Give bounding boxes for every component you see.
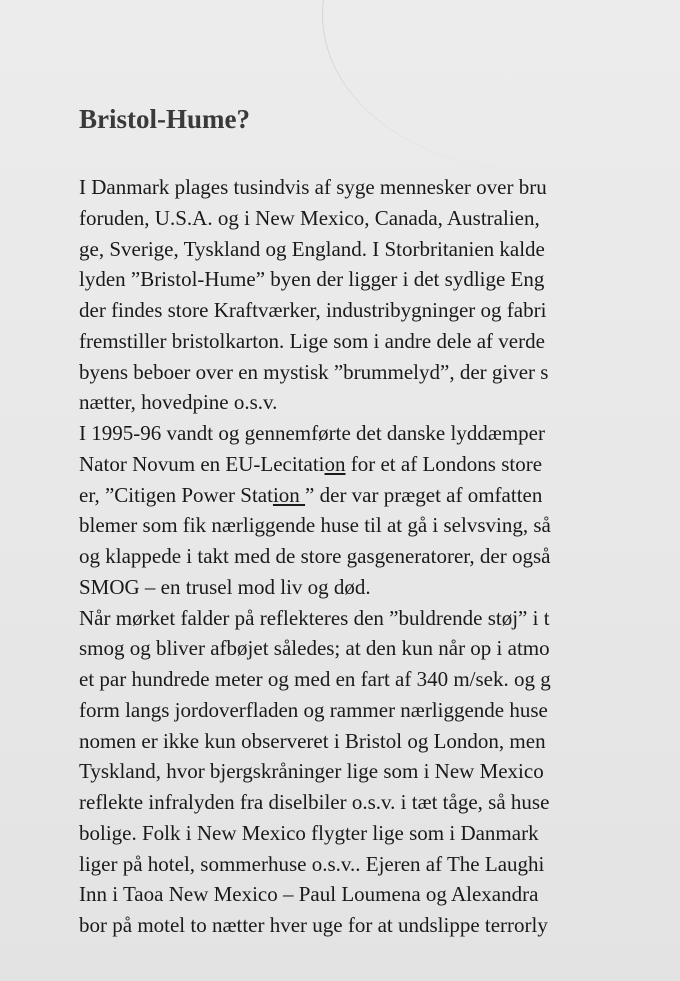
text-line: et par hundrede meter og med en fart af 340 m/sek. og g: [79, 667, 551, 691]
scan-artifact-arc: [322, 0, 680, 170]
text-line: I Danmark plages tusindvis af syge mennesker over bru: [79, 175, 547, 199]
text-line: nætter, hovedpine o.s.v.: [79, 390, 278, 415]
text-line: Når mørket falder på reflekteres den ”buldrende støj” i t: [79, 605, 550, 630]
text-line: [79, 449, 551, 480]
text-line: Inn i Taoa New Mexico – Paul Loumena og Alexandra: [79, 882, 539, 907]
document-body: [79, 172, 551, 941]
text-line: bor på motel to nætter hver uge for at undslippe terrorly: [79, 913, 548, 937]
text-segment: er, ”Citigen Power Stat: [79, 482, 273, 507]
underlined-text: on: [324, 451, 346, 476]
text-line: lyden ”Bristol-Hume” byen der ligger i det sydlige Eng: [79, 267, 545, 292]
text-line: form langs jordoverfladen og rammer nærliggende huse: [79, 697, 548, 722]
text-line: smog og bliver afbøjet således; at den kun når op i atmo: [79, 636, 550, 661]
text-line: SMOG – en trusel mod liv og død.: [79, 574, 371, 599]
text-line: byens beboer over en mystisk ”brummelyd”, der giver s: [79, 359, 549, 384]
text-line: foruden, U.S.A. og i New Mexico, Canada, Australien,: [79, 205, 540, 230]
text-line: fremstiller bristolkarton. Lige som i andre dele af verde: [79, 328, 545, 353]
text-line: og klappede i takt med de store gasgeneratorer, der også: [79, 544, 551, 568]
text-segment: ” der var præget af omfatten: [305, 482, 543, 507]
text-line: ge, Sverige, Tyskland og England. I Storbritanien kalde: [79, 236, 545, 261]
text-line: [79, 480, 551, 511]
text-line: nomen er ikke kun observeret i Bristol og London, men: [79, 728, 546, 753]
text-line: Tyskland, hvor bjergskråninger lige som i New Mexico: [79, 759, 544, 784]
text-line: bolige. Folk i New Mexico flygter lige som i Danmark: [79, 820, 539, 845]
text-segment: for et af Londons store: [345, 451, 543, 476]
text-line: I 1995-96 vandt og gennemførte det danske lyddæmper: [79, 421, 545, 445]
document-title: Bristol-Hume?: [79, 104, 250, 134]
text-line: liger på hotel, sommerhuse o.s.v.. Ejeren af The Laughi: [79, 851, 545, 876]
underlined-text: ion: [272, 482, 306, 507]
text-line: blemer som fik nærliggende huse til at gå i selvsving, så: [79, 513, 551, 538]
text-segment: Nator Novum en EU-Lecitati: [79, 451, 325, 476]
text-line: der findes store Kraftværker, industribygninger og fabri: [79, 298, 547, 322]
text-line: reflekte infralyden fra diselbiler o.s.v. i tæt tåge, så huse: [79, 790, 550, 814]
